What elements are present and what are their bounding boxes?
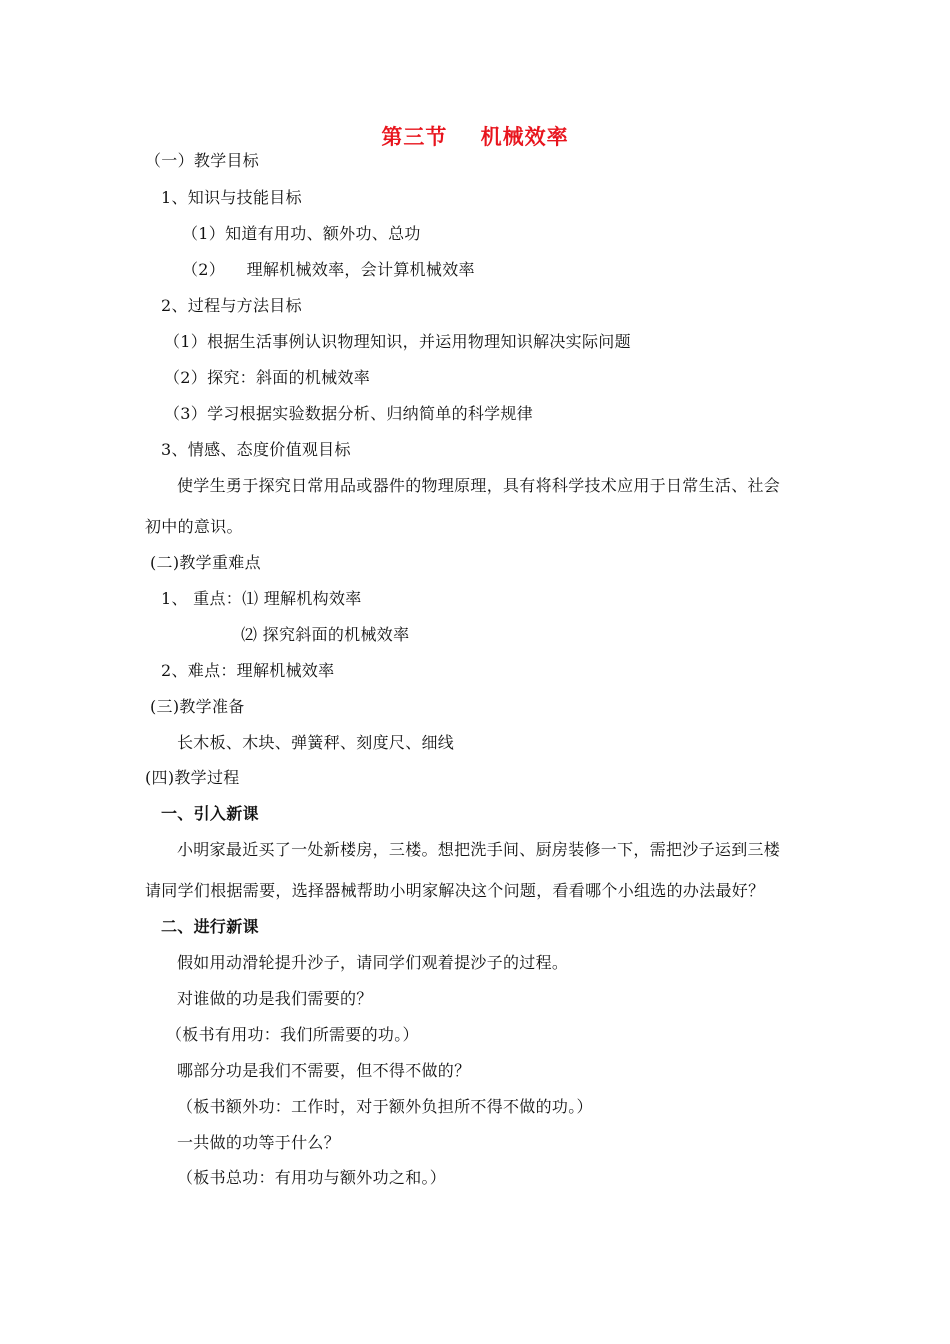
- paragraph-text: 小明家最近买了一处新楼房，三楼。想把洗手间、厨房装修一下，需把沙子运到三楼: [177, 840, 781, 859]
- list-item: 2、难点：理解机械效率: [161, 661, 335, 680]
- paragraph-text: 初中的意识。: [145, 517, 243, 536]
- paragraph-text: （板书额外功：工作时，对于额外负担所不得不做的功。）: [177, 1097, 593, 1116]
- subheading-introduction: 一、引入新课: [161, 804, 259, 823]
- page-title: 第三节 机械效率: [381, 125, 569, 149]
- subheading-new-lesson: 二、进行新课: [161, 917, 259, 936]
- list-item: （2）探究：斜面的机械效率: [164, 368, 371, 387]
- list-item: （2） 理解机械效率，会计算机械效率: [182, 260, 475, 279]
- paragraph-text: 请同学们根据需要，选择器械帮助小明家解决这个问题，看看哪个小组选的办法最好？: [145, 881, 765, 900]
- list-item: （3）学习根据实验数据分析、归纳简单的科学规律: [164, 404, 534, 423]
- list-item: 1、 重点：⑴ 理解机构效率: [161, 589, 362, 608]
- list-item: ⑵ 探究斜面的机械效率: [241, 625, 410, 644]
- paragraph-text: 一共做的功等于什么？: [177, 1133, 341, 1152]
- section-heading-preparation: (三)教学准备: [150, 697, 245, 716]
- subheading-values: 3、情感、态度价值观目标: [161, 440, 351, 459]
- paragraph-text: 对谁做的功是我们需要的？: [177, 989, 373, 1008]
- paragraph-text: 哪部分功是我们不需要，但不得不做的？: [177, 1061, 471, 1080]
- subheading-process-methods: 2、过程与方法目标: [161, 296, 302, 315]
- section-heading-objectives: （一）教学目标: [145, 151, 260, 170]
- section-heading-key-points: (二)教学重难点: [150, 553, 261, 572]
- paragraph-text: 长木板、木块、弹簧秤、刻度尺、细线: [177, 733, 455, 752]
- list-item: （1）根据生活事例认识物理知识，并运用物理知识解决实际问题: [164, 332, 631, 351]
- subheading-knowledge-skills: 1、知识与技能目标: [161, 188, 302, 207]
- section-heading-process: (四)教学过程: [145, 768, 240, 787]
- list-item: （1）知道有用功、额外功、总功: [182, 224, 421, 243]
- paragraph-text: （板书有用功：我们所需要的功。）: [166, 1025, 419, 1044]
- paragraph-text: （板书总功：有用功与额外功之和。）: [177, 1168, 447, 1187]
- paragraph-text: 使学生勇于探究日常用品或器件的物理原理，具有将科学技术应用于日常生活、社会: [177, 476, 781, 495]
- paragraph-text: 假如用动滑轮提升沙子，请同学们观着提沙子的过程。: [177, 953, 569, 972]
